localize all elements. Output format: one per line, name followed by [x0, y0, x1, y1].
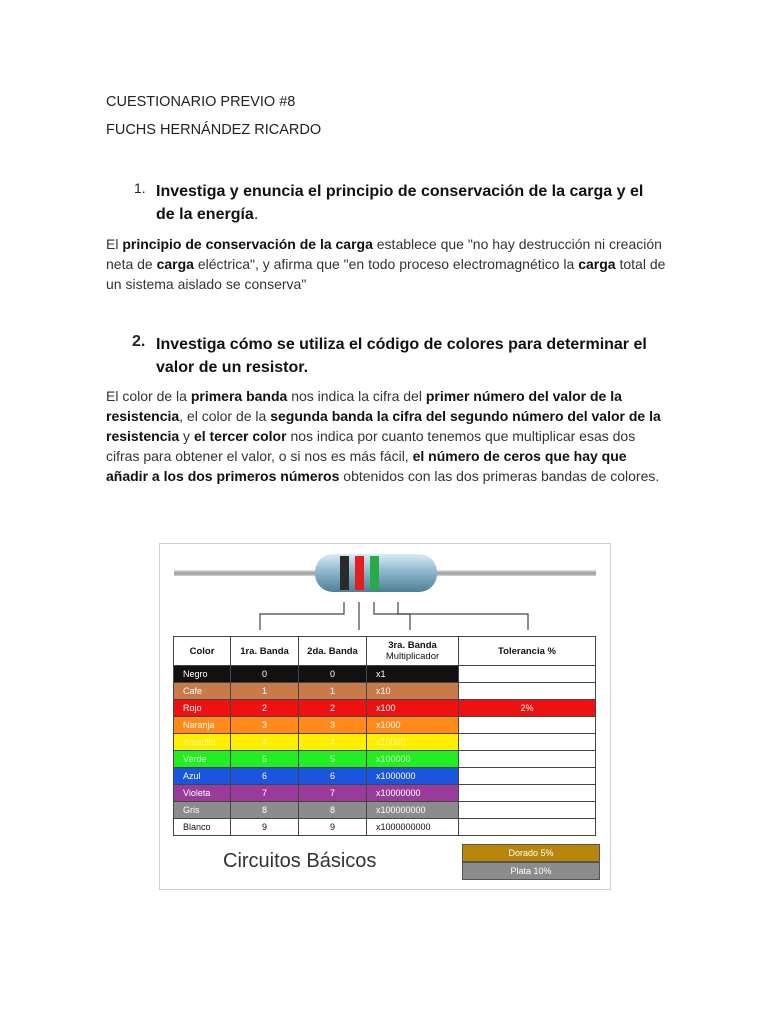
band-1-cell: 2: [231, 700, 299, 717]
color-name-cell: Naranja: [174, 717, 231, 734]
question-1-number: 1.: [134, 180, 146, 196]
band-2-cell: 2: [299, 700, 367, 717]
answer-1: El principio de conservación de la carga establece que "no hay destrucción ni creación neta de carga eléctrica", y afirma que "en todo proceso electromagnético la carga total de un sistema aislado se conserva": [106, 236, 666, 292]
question-1: [106, 180, 666, 226]
band-2-cell: 3: [299, 717, 367, 734]
multiplier-cell: x100000000: [367, 802, 459, 819]
band-1-cell: 0: [231, 666, 299, 683]
tolerance-silver: Plata 10%: [462, 862, 600, 880]
table-row: [174, 734, 596, 751]
band-2-cell: 7: [299, 785, 367, 802]
table-row: [174, 683, 596, 700]
band-1-cell: 6: [231, 768, 299, 785]
color-name-cell: Violeta: [174, 785, 231, 802]
table-row: [174, 802, 596, 819]
table-row: [174, 666, 596, 683]
band-2-cell: 8: [299, 802, 367, 819]
band-2-cell: 6: [299, 768, 367, 785]
tolerance-cell: 2%: [459, 700, 596, 717]
multiplier-cell: x10000000: [367, 785, 459, 802]
multiplier-cell: x1000000: [367, 768, 459, 785]
document-title: CUESTIONARIO PREVIO #8: [106, 94, 296, 110]
tolerance-cell: [459, 819, 596, 836]
header-color: Color: [174, 637, 231, 666]
tolerance-cell: [459, 717, 596, 734]
tolerance-gold: Dorado 5%: [462, 844, 600, 862]
tolerance-cell: [459, 785, 596, 802]
color-name-cell: Cafe: [174, 683, 231, 700]
color-name-cell: Rojo: [174, 700, 231, 717]
multiplier-cell: x10: [367, 683, 459, 700]
band-1-cell: 8: [231, 802, 299, 819]
question-2: [106, 333, 666, 379]
resistor-illustration: [160, 544, 610, 636]
color-name-cell: Blanco: [174, 819, 231, 836]
table-row: [174, 819, 596, 836]
band-1-cell: 5: [231, 751, 299, 768]
question-2-number: 2.: [132, 333, 146, 350]
multiplier-cell: x10000: [367, 734, 459, 751]
color-name-cell: Verde: [174, 751, 231, 768]
resistor-band-2: [355, 556, 364, 590]
multiplier-cell: x100000: [367, 751, 459, 768]
band-2-cell: 9: [299, 819, 367, 836]
color-code-table: [173, 636, 596, 836]
multiplier-cell: x1000: [367, 717, 459, 734]
tolerance-cell: [459, 666, 596, 683]
band-2-cell: 5: [299, 751, 367, 768]
band-1-cell: 4: [231, 734, 299, 751]
color-name-cell: Azul: [174, 768, 231, 785]
tolerance-cell: [459, 751, 596, 768]
tolerance-cell: [459, 802, 596, 819]
multiplier-cell: x100: [367, 700, 459, 717]
multiplier-cell: x1000000000: [367, 819, 459, 836]
answer-2: El color de la primera banda nos indica la cifra del primer número del valor de la resistencia, el color de la segunda banda la cifra del segundo número del valor de la resistencia y el tercer color nos indica por cuanto tenemos que multiplicar esas dos cifras para obtener el valor, o si nos es más fácil, el número de ceros que hay que añadir a los dos primeros números obtenidos con las dos primeras bandas de colores.: [106, 388, 661, 484]
resistor-band-3: [370, 556, 379, 590]
resistor-color-code-figure: [159, 543, 611, 890]
author-name: FUCHS HERNÁNDEZ RICARDO: [106, 122, 322, 138]
table-row: [174, 751, 596, 768]
band-2-cell: 0: [299, 666, 367, 683]
resistor-band-1: [340, 556, 349, 590]
color-name-cell: Amarillo: [174, 734, 231, 751]
band-connectors: [260, 602, 528, 630]
header-band-1: 1ra. Banda: [231, 637, 299, 666]
tolerance-cell: [459, 734, 596, 751]
question-2-title: Investiga cómo se utiliza el código de colores para determinar el valor de un resistor.: [156, 336, 647, 376]
color-name-cell: Gris: [174, 802, 231, 819]
question-1-title: Investiga y enuncia el principio de conservación de la carga y el de la energía.: [156, 183, 644, 223]
tolerance-cell: [459, 768, 596, 785]
table-header-row: [174, 637, 596, 666]
band-1-cell: 1: [231, 683, 299, 700]
table-row: [174, 785, 596, 802]
band-2-cell: 4: [299, 734, 367, 751]
color-name-cell: Negro: [174, 666, 231, 683]
band-1-cell: 9: [231, 819, 299, 836]
band-1-cell: 3: [231, 717, 299, 734]
header-band-3: 3ra. Banda Multiplicador: [367, 637, 459, 666]
tolerance-cell: [459, 683, 596, 700]
table-row: [174, 700, 596, 717]
header-band-2: 2da. Banda: [299, 637, 367, 666]
band-1-cell: 7: [231, 785, 299, 802]
header-tolerance: Tolerancia %: [459, 637, 596, 666]
table-row: [174, 717, 596, 734]
figure-caption: Circuitos Básicos: [223, 850, 377, 872]
multiplier-cell: x1: [367, 666, 459, 683]
table-row: [174, 768, 596, 785]
band-2-cell: 1: [299, 683, 367, 700]
